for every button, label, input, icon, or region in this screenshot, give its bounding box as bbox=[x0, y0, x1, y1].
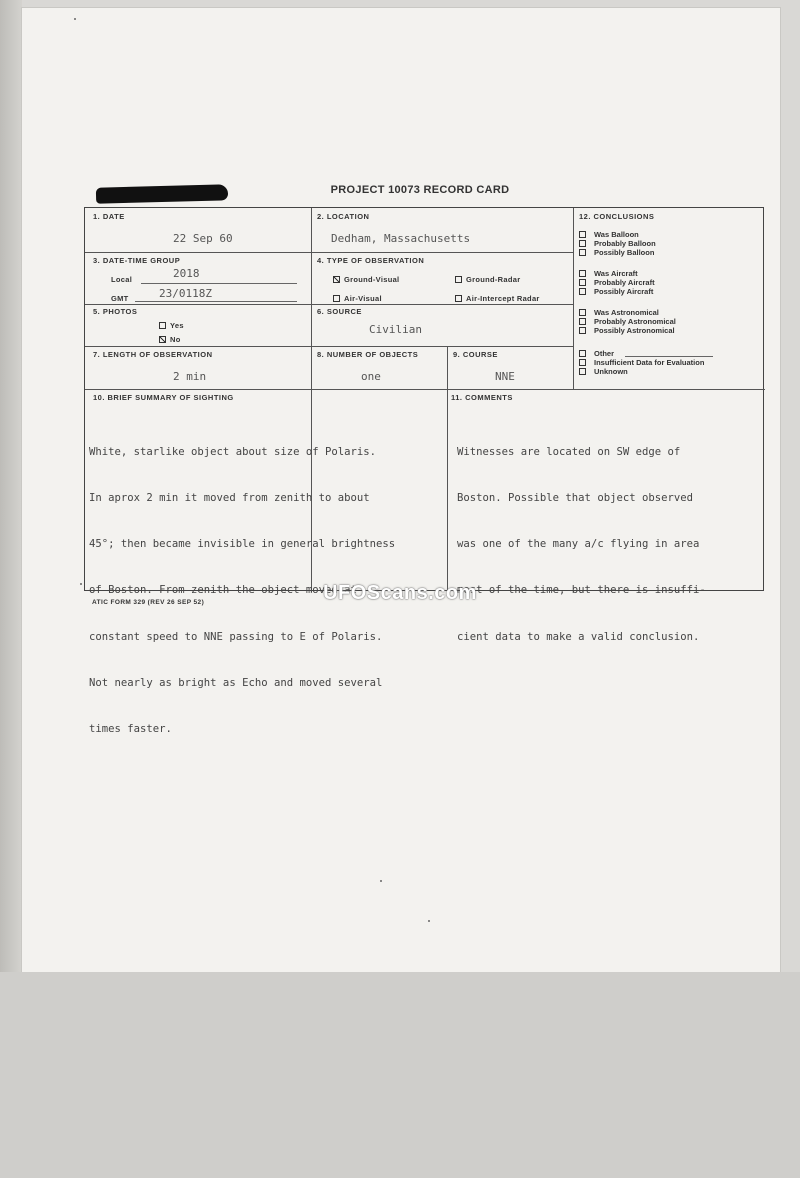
conclusion-option: Probably Aircraft bbox=[579, 278, 655, 287]
dtg-gmt-label: GMT bbox=[111, 294, 129, 303]
comments-line: Witnesses are located on SW edge of bbox=[457, 445, 681, 458]
conclusion-option: Was Astronomical bbox=[579, 308, 676, 317]
location-value: Dedham, Massachusetts bbox=[331, 232, 471, 245]
divider bbox=[85, 252, 573, 253]
conclusion-option: Possibly Balloon bbox=[579, 248, 656, 257]
other-line bbox=[625, 356, 713, 357]
course-value: NNE bbox=[495, 370, 515, 383]
card-title: PROJECT 10073 RECORD CARD bbox=[330, 184, 510, 196]
dtg-gmt-value: 23/0118Z bbox=[159, 287, 212, 300]
scan-bottom-band bbox=[0, 972, 800, 1178]
checkbox-icon bbox=[579, 309, 586, 316]
option-air-intercept-radar: Air-Intercept Radar bbox=[455, 294, 540, 303]
conclusions-label: 12. CONCLUSIONS bbox=[579, 212, 655, 221]
course-label: 9. COURSE bbox=[453, 350, 498, 359]
comments-line: most of the time, but there is insuffi- bbox=[457, 584, 706, 597]
length-value: 2 min bbox=[173, 370, 207, 383]
divider bbox=[85, 304, 573, 305]
summary-line: In aprox 2 min it moved from zenith to about bbox=[89, 492, 370, 505]
conclusion-option: Possibly Aircraft bbox=[579, 287, 655, 296]
summary-line: Not nearly as bright as Echo and moved several bbox=[89, 676, 383, 689]
conclusion-option: Possibly Astronomical bbox=[579, 326, 676, 335]
comments-label: 11. COMMENTS bbox=[451, 393, 513, 402]
length-label: 7. LENGTH OF OBSERVATION bbox=[93, 350, 213, 359]
divider bbox=[85, 389, 765, 390]
observation-type-label: 4. TYPE OF OBSERVATION bbox=[317, 256, 425, 265]
divider bbox=[573, 208, 574, 389]
source-value: Civilian bbox=[369, 323, 422, 336]
scan-speck bbox=[380, 880, 382, 882]
checkbox-icon bbox=[579, 288, 586, 295]
option-air-visual: Air-Visual bbox=[333, 294, 382, 303]
source-label: 6. SOURCE bbox=[317, 307, 362, 316]
dtg-local-label: Local bbox=[111, 275, 133, 284]
date-value: 22 Sep 60 bbox=[173, 232, 233, 245]
checkbox-icon bbox=[579, 368, 586, 375]
summary-line: constant speed to NNE passing to E of Polaris. bbox=[89, 630, 383, 643]
comments-line: was one of the many a/c flying in area bbox=[457, 538, 700, 551]
comments-line: cient data to make a valid conclusion. bbox=[457, 630, 700, 643]
summary-line: of Boston. From zenith the object moved at bbox=[89, 584, 357, 597]
conclusion-option: Was Aircraft bbox=[579, 269, 655, 278]
summary-label: 10. BRIEF SUMMARY OF SIGHTING bbox=[93, 393, 234, 402]
divider bbox=[447, 346, 448, 592]
checkbox-icon bbox=[579, 270, 586, 277]
checkbox-icon bbox=[579, 231, 586, 238]
photos-yes-option: Yes bbox=[159, 321, 184, 330]
checkbox-icon bbox=[579, 279, 586, 286]
date-label: 1. DATE bbox=[93, 212, 125, 221]
conclusion-option: Unknown bbox=[579, 367, 704, 376]
conclusion-group-aircraft bbox=[579, 269, 655, 296]
conclusion-group-balloon bbox=[579, 230, 656, 257]
divider bbox=[85, 346, 573, 347]
option-ground-visual: Ground-Visual bbox=[333, 275, 399, 284]
checkbox-icon bbox=[579, 327, 586, 334]
scan-speck bbox=[428, 920, 430, 922]
summary-line: 45°; then became invisible in general brightness bbox=[89, 538, 396, 551]
checkbox-icon bbox=[579, 359, 586, 366]
photos-label: 5. PHOTOS bbox=[93, 307, 138, 316]
scan-speck bbox=[74, 18, 76, 20]
checkbox-icon bbox=[579, 240, 586, 247]
checkbox-icon bbox=[455, 276, 462, 283]
photos-no-option: No bbox=[159, 335, 181, 344]
summary-line: White, starlike object about size of Polaris. bbox=[89, 445, 377, 458]
num-objects-value: one bbox=[361, 370, 381, 383]
checkbox-icon bbox=[455, 295, 462, 302]
num-objects-label: 8. NUMBER OF OBJECTS bbox=[317, 350, 419, 359]
conclusion-option: Insufficient Data for Evaluation bbox=[579, 358, 704, 367]
dtg-local-value: 2018 bbox=[173, 267, 200, 280]
dtg-local-line bbox=[141, 283, 297, 284]
watermark: UFOScans.com bbox=[323, 582, 477, 604]
checkbox-icon bbox=[159, 322, 166, 329]
dtg-gmt-line bbox=[135, 301, 297, 302]
summary-line: times faster. bbox=[89, 723, 172, 736]
conclusion-option: Probably Astronomical bbox=[579, 317, 676, 326]
form-footer: ATIC FORM 329 (REV 26 SEP 52) bbox=[92, 599, 205, 606]
checkbox-checked-icon bbox=[333, 276, 340, 283]
checkbox-icon bbox=[579, 350, 586, 357]
conclusion-option: Was Balloon bbox=[579, 230, 656, 239]
conclusion-group-astronomical bbox=[579, 308, 676, 335]
comments-text bbox=[457, 414, 706, 676]
checkbox-checked-icon bbox=[159, 336, 166, 343]
conclusion-option: Other bbox=[579, 349, 704, 358]
conclusion-option: Probably Balloon bbox=[579, 239, 656, 248]
comments-line: Boston. Possible that object observed bbox=[457, 492, 693, 505]
location-label: 2. LOCATION bbox=[317, 212, 370, 221]
checkbox-icon bbox=[579, 249, 586, 256]
scan-speck bbox=[80, 583, 82, 585]
conclusion-group-other bbox=[579, 349, 704, 376]
checkbox-icon bbox=[579, 318, 586, 325]
option-ground-radar: Ground-Radar bbox=[455, 275, 520, 284]
checkbox-icon bbox=[333, 295, 340, 302]
dtg-label: 3. DATE-TIME GROUP bbox=[93, 256, 181, 265]
